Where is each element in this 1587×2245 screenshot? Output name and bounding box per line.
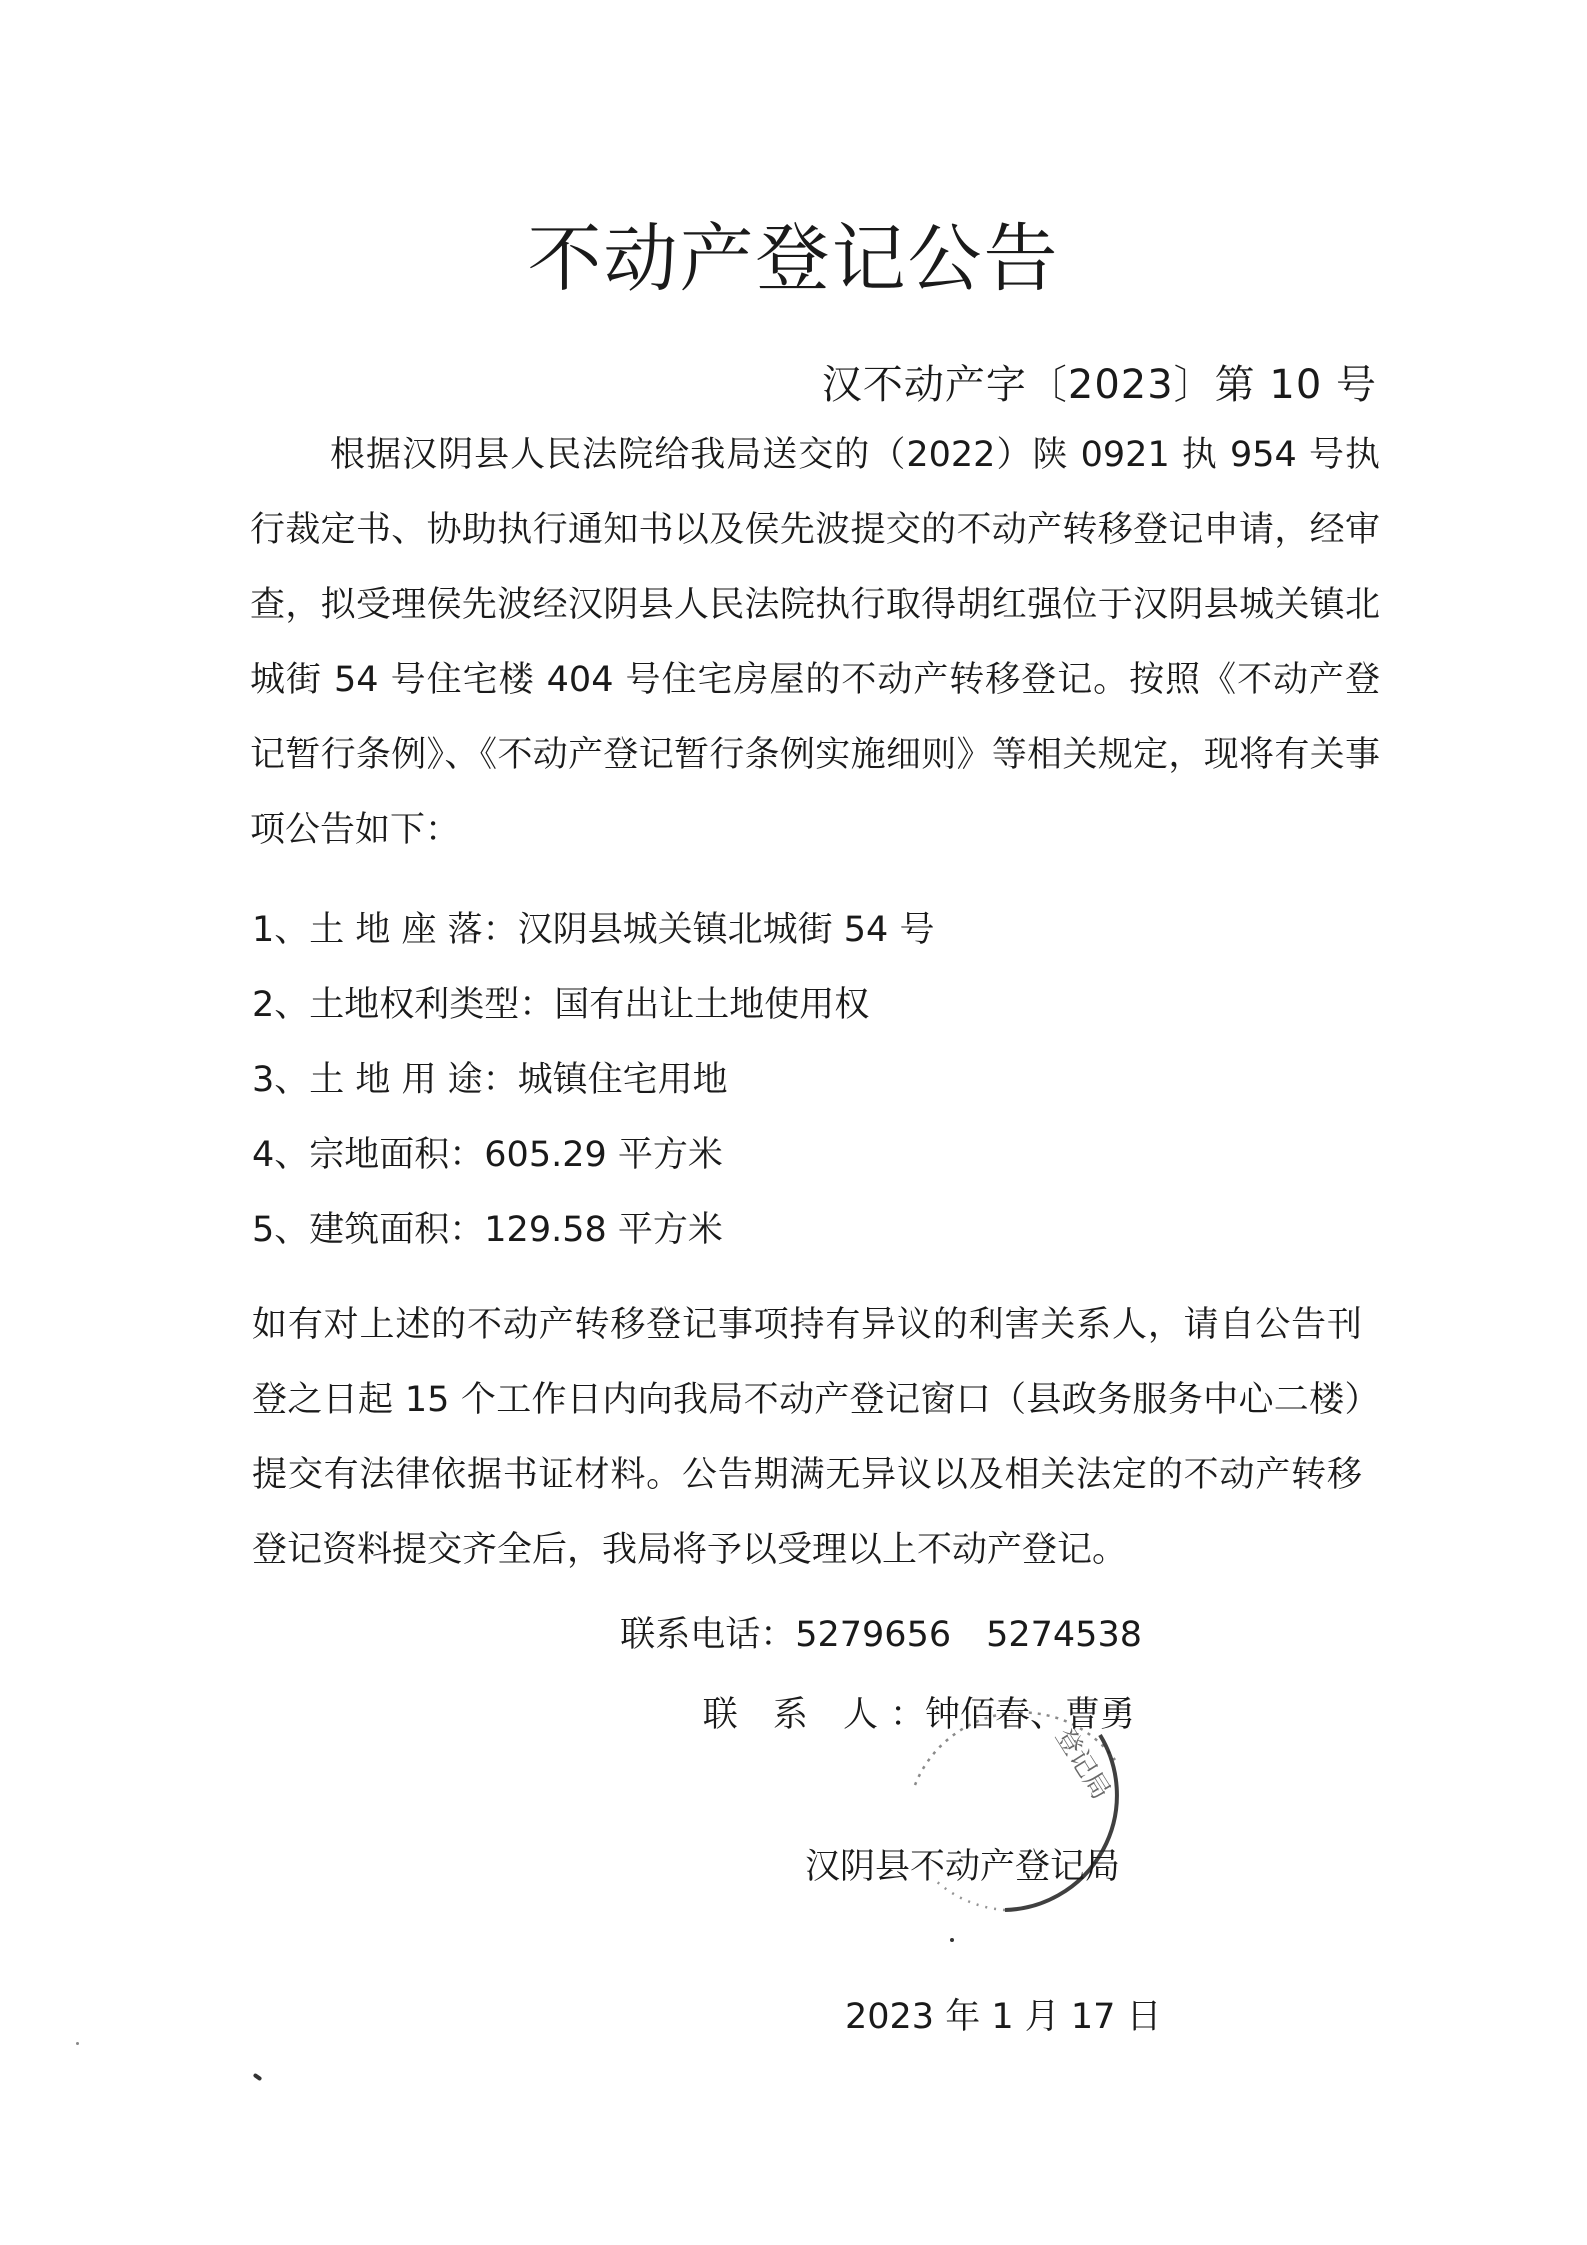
body-paragraph: 根据汉阴县人民法院给我局送交的（2022）陕 0921 执 954 号执行裁定书、协助执行通知书以及侯先波提交的不动产转移登记申请，经审查，拟受理侯先波经汉阴县人民法院执行取得胡红强位于汉阴县城关镇北城街 54 号住宅楼 404 号住宅房屋的不动产转移登记。按照《不动产登记暂行条例》、《不动产登记暂行条例实施细则》等相关规定，现将有关事项公告如下：	[250, 435, 1380, 850]
property-details-list	[252, 893, 934, 1268]
scan-speck	[253, 2073, 263, 2081]
contact-phone-value: 5279656 5274538	[795, 1615, 1142, 1655]
document-title: 不动产登记公告	[527, 216, 1060, 302]
contact-person-label: 联 系 人	[702, 1695, 890, 1735]
contact-phone-label: 联系电话：	[620, 1615, 796, 1655]
item-label: 5、建筑面积	[252, 1210, 450, 1250]
item-label: 3、土 地 用 途	[252, 1060, 483, 1100]
issue-date: 2023 年 1 月 17 日	[845, 1997, 1162, 2037]
contact-person-value: ：钟佰春、曹勇	[889, 1695, 1135, 1735]
item-value: ：汉阴县城关镇北城街 54 号	[482, 910, 935, 950]
item-value: ：605.29 平方米	[449, 1135, 723, 1175]
list-item	[252, 1193, 934, 1268]
list-item	[252, 1043, 934, 1118]
scan-speck	[76, 2042, 79, 2045]
item-value: ：城镇住宅用地	[482, 1060, 728, 1100]
closing-paragraph: 如有对上述的不动产转移登记事项持有异议的利害关系人，请自公告刊登之日起 15 个工作日内向我局不动产登记窗口（县政务服务中心二楼）提交有法律依据书证材料。公告期满无异议以及相关法定的不动产转移登记资料提交齐全后，我局将予以受理以上不动产登记。	[252, 1305, 1362, 1570]
document-number: 汉不动产字〔2023〕第 10 号	[821, 362, 1377, 408]
scan-speck	[950, 1938, 954, 1942]
item-label: 4、宗地面积	[252, 1135, 450, 1175]
list-item	[252, 893, 934, 968]
contact-phone	[620, 1615, 1142, 1655]
issuing-organization: 汉阴县不动产登记局	[805, 1847, 1121, 1887]
list-item	[252, 1118, 934, 1193]
item-label: 2、土地权利类型	[252, 985, 520, 1025]
list-item	[252, 968, 934, 1043]
item-label: 1、土 地 座 落	[252, 910, 483, 950]
item-value: ：129.58 平方米	[449, 1210, 723, 1250]
seal-text: 登记局	[1049, 1722, 1116, 1805]
item-value: ：国有出让土地使用权	[519, 985, 870, 1025]
contact-person	[702, 1695, 1135, 1735]
